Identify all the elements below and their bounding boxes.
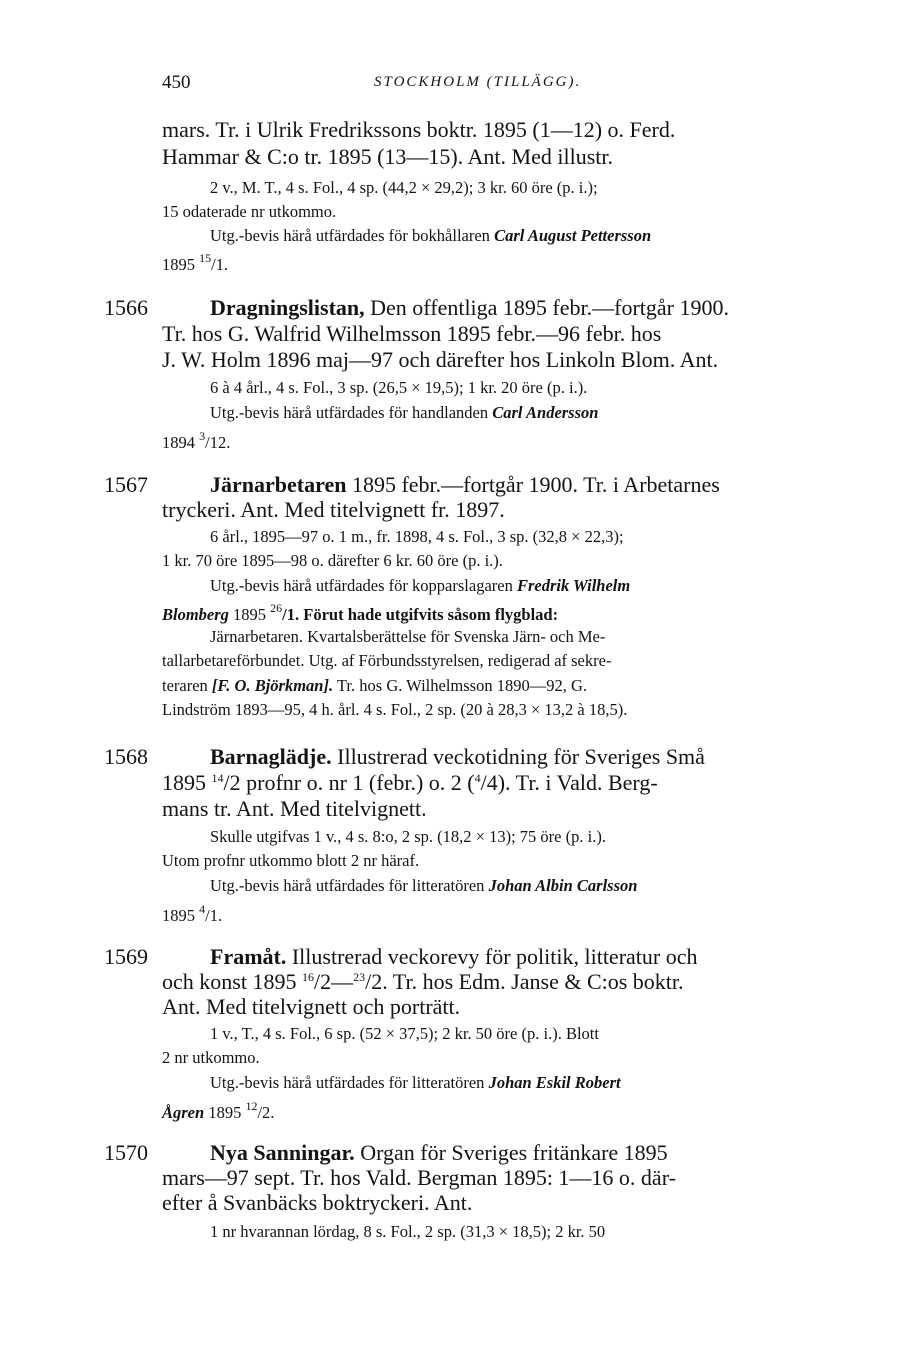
entry-line: Ant. Med titelvignett och porträtt. [162, 994, 461, 1019]
page-header [162, 72, 842, 98]
description-line: 2 nr utkommo. [162, 1048, 260, 1067]
date-text: 1895 [204, 1103, 246, 1122]
footnote-line: tallarbetareförbundet. Utg. af Förbundsstyrelsen, redigerad af sekre- [162, 651, 612, 670]
date-superscript: 23 [353, 970, 366, 984]
certificate-date [162, 252, 228, 274]
date-text: 1894 [162, 433, 200, 452]
footnote-line: Lindström 1893—95, 4 h. årl. 4 s. Fol., 2 sp. (20 à 28,3 × 13,2 à 18,5). [162, 700, 628, 719]
date-text: /1. [205, 906, 223, 925]
entry-line [210, 946, 698, 968]
description-line: 1 nr hvarannan lördag, 8 s. Fol., 2 sp. (31,3 × 18,5); 2 kr. 50 [210, 1222, 606, 1241]
date-text: 1895 [162, 906, 200, 925]
entry-text: och konst 1895 [162, 969, 302, 994]
entry-title: Järnarbetaren [210, 472, 347, 497]
date-text: /1. Förut hade utgifvits såsom flygblad: [282, 605, 559, 624]
description-line: 2 v., M. T., 4 s. Fol., 4 sp. (44,2 × 29,2); 3 kr. 60 öre (p. i.); [210, 178, 598, 197]
footnote-text: Tr. hos G. Wilhelmsson 1890—92, G. [333, 676, 588, 695]
entry-line [210, 297, 729, 319]
publisher-certificate [210, 878, 637, 895]
publisher-name: Carl August Pettersson [494, 226, 652, 245]
entry-number: 1567 [104, 472, 148, 497]
date-superscript: 26 [270, 601, 283, 615]
certificate-text: Utg.-bevis härå utfärdades för handlanden [210, 403, 493, 422]
entry-number: 1570 [104, 1140, 148, 1165]
entry-line: Hammar & C:o tr. 1895 (13—15). Ant. Med illustr. [162, 144, 613, 169]
entry-line: mars. Tr. i Ulrik Fredrikssons boktr. 1895 (1—12) o. Ferd. [162, 117, 676, 142]
date-superscript: 4 [474, 771, 481, 785]
entry-title: Barnaglädje. [210, 744, 332, 769]
description-line: Skulle utgifvas 1 v., 4 s. 8:o, 2 sp. (18,2 × 13); 75 öre (p. i.). [210, 827, 606, 846]
entry-text: /2 profnr o. nr 1 (febr.) o. 2 ( [223, 770, 475, 795]
certificate-text: Utg.-bevis härå utfärdades för litteratören [210, 876, 489, 895]
description-line: 6 årl., 1895—97 o. 1 m., fr. 1898, 4 s. Fol., 3 sp. (32,8 × 22,3); [210, 527, 624, 546]
editor-name: [F. O. Björkman]. [211, 676, 334, 695]
entry-line [210, 1142, 668, 1164]
entry-line: Tr. hos G. Walfrid Wilhelmsson 1895 febr.—96 febr. hos [162, 321, 662, 346]
publisher-certificate [210, 1075, 621, 1092]
entry-line: mans tr. Ant. Med titelvignett. [162, 796, 427, 821]
entry-line: J. W. Holm 1896 maj—97 och därefter hos Linkoln Blom. Ant. [162, 347, 719, 372]
description-line: Utom profnr utkommo blott 2 nr häraf. [162, 851, 420, 870]
entry-line [162, 971, 684, 993]
entry-text: /2— [313, 969, 354, 994]
publisher-name: Ågren [162, 1103, 205, 1122]
publisher-certificate [210, 578, 630, 595]
date-text: /1. [211, 255, 229, 274]
description-line: 1 kr. 70 öre 1895—98 o. därefter 6 kr. 60 öre (p. i.). [162, 551, 503, 570]
entry-text: Illustrerad veckorevy för politik, litteratur och [286, 944, 698, 969]
running-title: STOCKHOLM (TILLÄGG). [374, 74, 582, 90]
entry-text: Organ för Sveriges fritänkare 1895 [354, 1140, 668, 1165]
entry-line [162, 772, 658, 794]
description-line: 1 v., T., 4 s. Fol., 6 sp. (52 × 37,5); 2 kr. 50 öre (p. i.). Blott [210, 1024, 599, 1043]
description-line: 15 odaterade nr utkommo. [162, 202, 337, 221]
date-superscript: 3 [199, 429, 206, 443]
entry-text: 1895 febr.—fortgår 1900. Tr. i Arbetarnes [346, 472, 720, 497]
entry-line: mars—97 sept. Tr. hos Vald. Bergman 1895: 1—16 o. där- [162, 1165, 676, 1190]
entry-text: Illustrerad veckotidning för Sveriges Små [331, 744, 705, 769]
entry-line: efter å Svanbäcks boktryckeri. Ant. [162, 1190, 473, 1215]
entry-text: 1895 [162, 770, 212, 795]
publisher-name: Johan Albin Carlsson [488, 876, 638, 895]
entry-number: 1568 [104, 744, 148, 769]
date-superscript: 4 [199, 902, 206, 916]
date-superscript: 12 [245, 1099, 258, 1113]
certificate-date [162, 903, 222, 925]
date-superscript: 15 [199, 251, 212, 265]
publisher-name: Fredrik Wilhelm [516, 576, 631, 595]
date-text: /12. [205, 433, 231, 452]
publisher-name: Blomberg [162, 605, 229, 624]
entry-number: 1569 [104, 944, 148, 969]
entry-title: Nya Sanningar. [210, 1140, 355, 1165]
description-line: 6 à 4 årl., 4 s. Fol., 3 sp. (26,5 × 19,5); 1 kr. 20 öre (p. i.). [210, 378, 588, 397]
publisher-name: Carl Andersson [492, 403, 599, 422]
footnote-line: Järnarbetaren. Kvartalsberättelse för Svenska Järn- och Me- [210, 627, 606, 646]
certificate-text: Utg.-bevis härå utfärdades för bokhållaren [210, 226, 495, 245]
entry-line [210, 474, 720, 496]
entry-text: Den offentliga 1895 febr.—fortgår 1900. [364, 295, 729, 320]
certificate-text: Utg.-bevis härå utfärdades för litteratören [210, 1073, 489, 1092]
date-text: 1895 [162, 255, 200, 274]
certificate-date [162, 430, 230, 452]
certificate-date [162, 602, 558, 624]
certificate-text: Utg.-bevis härå utfärdades för kopparslagaren [210, 576, 517, 595]
certificate-date [162, 1100, 274, 1122]
entry-line: tryckeri. Ant. Med titelvignett fr. 1897. [162, 497, 505, 522]
entry-text: /2. Tr. hos Edm. Janse & C:os boktr. [365, 969, 684, 994]
footnote-text: teraren [162, 676, 212, 695]
entry-number: 1566 [104, 295, 148, 320]
date-text: /2. [257, 1103, 275, 1122]
entry-title: Framåt. [210, 944, 287, 969]
publisher-certificate [210, 228, 651, 245]
date-superscript: 16 [301, 970, 314, 984]
page-number: 450 [162, 72, 191, 93]
entry-line [210, 746, 705, 768]
entry-title: Dragningslistan, [210, 295, 365, 320]
date-superscript: 14 [211, 771, 224, 785]
entry-text: /4). Tr. i Vald. Berg- [480, 770, 658, 795]
footnote-line [162, 678, 587, 695]
publisher-certificate [210, 405, 598, 422]
publisher-name: Johan Eskil Robert [488, 1073, 621, 1092]
date-text: 1895 [228, 605, 271, 624]
